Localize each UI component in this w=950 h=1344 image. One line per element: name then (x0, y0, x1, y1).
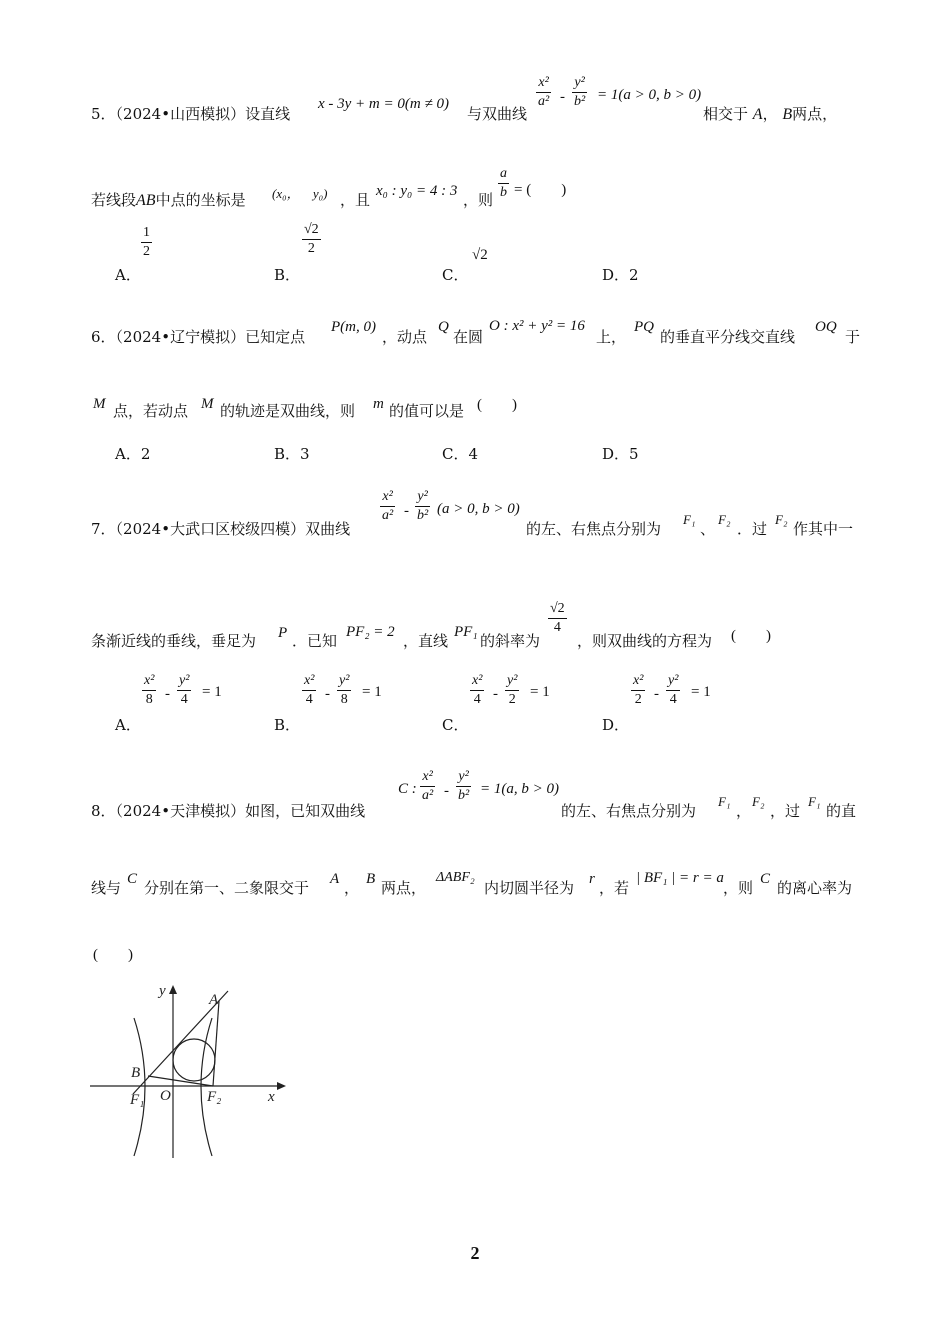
q6-option-a[interactable] (115, 443, 150, 464)
q7-option-c-y: $\frac{\text{y²}}{2}$ (507, 673, 518, 707)
q5-text-4: 两点， (792, 105, 838, 123)
q6-point-p: P(m, 0) (331, 319, 376, 335)
q7-text-2: 的左、右焦点分别为 (526, 520, 662, 538)
q7-hyperbola-x-frac: $\frac{\text{x²}}{\text{a²}}$ (382, 489, 394, 523)
label-a: A (209, 992, 219, 1008)
segment-a-f2 (213, 1001, 219, 1086)
q7-option-a[interactable] (115, 714, 141, 735)
q7-option-c-x: $\frac{\text{x²}}{4}$ (472, 673, 483, 707)
q7-option-a-minus: - (165, 686, 170, 702)
q8-l2-point-b: B (366, 871, 376, 887)
y-axis-arrow-icon (169, 985, 177, 994)
q5-number: 5． (91, 105, 116, 123)
q6-l2-text-3: 的值可以是 (389, 402, 465, 420)
q7-option-b-rest: = 1 (362, 684, 382, 700)
option-label: A． (115, 266, 141, 284)
q5-option-a[interactable] (115, 264, 141, 285)
q5-hyperbola-x-frac: $\frac{\text{x²}}{\text{a²}}$ (538, 75, 550, 109)
q7-option-b-y: $\frac{\text{y²}}{8}$ (339, 673, 350, 707)
q7-l2-text-5: ，则双曲线的方程为 (577, 632, 713, 650)
option-label: B． (274, 716, 301, 734)
q5-l2-text-2: 中点的坐标是 (155, 191, 246, 209)
q8-l2-text-2: 分别在第一、二象限交于 (144, 879, 310, 897)
q5-option-b[interactable] (274, 264, 300, 285)
q8-l2-curve-c: C (127, 871, 138, 887)
q6-text-3: 在圆 (453, 328, 484, 346)
q7-option-b-minus: - (325, 686, 330, 702)
q5-point-a: A (752, 106, 763, 123)
q8-focus-f2: F₂ (752, 794, 765, 809)
q5-option-a-value: $\frac{1}{2}$ (143, 225, 150, 259)
q7-option-b[interactable] (274, 714, 300, 735)
q8-l2-condition: | BF₁ | = r = a (636, 870, 724, 886)
q7-l2-text-3: ，直线 (403, 632, 449, 650)
q8-line-1 (91, 800, 365, 821)
q7-number: 7． (91, 520, 116, 538)
q8-text-3: ，过 (770, 802, 801, 820)
q8-l2-comma: ， (344, 879, 360, 897)
q8-l2-text-4: 内切圆半径为 (484, 879, 575, 897)
q8-hyperbola-y-frac: $\frac{\text{y²}}{\text{b²}}$ (458, 769, 470, 803)
q8-hyperbola-x-frac: $\frac{\text{x²}}{\text{a²}}$ (422, 769, 434, 803)
q6-option-b[interactable] (274, 443, 310, 464)
option-label: D． (602, 716, 630, 734)
q7-option-c-rest: = 1 (530, 684, 550, 700)
q6-l2-text-2: 的轨迹是双曲线，则 (220, 402, 356, 420)
label-f1: F₁ (130, 1092, 145, 1108)
label-x: x (268, 1089, 275, 1105)
q7-pf1: PF₁ (454, 624, 478, 640)
q6-number: 6． (91, 328, 116, 346)
q5-hyperbola-y-frac: $\frac{\text{y²}}{\text{b²}}$ (574, 75, 586, 109)
q7-sep: 、 (700, 520, 716, 538)
q6-text-1: 已知定点 (245, 328, 306, 346)
q6-param-m: m (373, 396, 384, 412)
q6-circle-eq: O : x² + y² = 16 (489, 318, 585, 334)
option-label: C． (442, 716, 469, 734)
q5-l2-text-3: ，且 (340, 191, 371, 209)
q6-line-oq: OQ (815, 319, 837, 335)
q7-foot-p: P (278, 625, 288, 641)
q7-option-d-minus: - (654, 686, 659, 702)
q5-ask: = ( ) (514, 182, 567, 198)
q5-comma: ， (762, 105, 778, 123)
q7-option-d-x: $\frac{\text{x²}}{2}$ (633, 673, 644, 707)
q5-coord-x: (x₀， (272, 186, 300, 201)
q8-l2-text-7: 的离心率为 (777, 879, 853, 897)
q5-line-1 (91, 103, 290, 124)
q5-line-1-tail (703, 103, 837, 124)
q5-point-b: B (782, 106, 793, 123)
hyperbola-right-branch (201, 1018, 212, 1156)
q5-line-2 (91, 189, 246, 210)
q5-text: 设直线 (245, 105, 291, 123)
q7-focus-f1: F₁ (683, 512, 696, 527)
q7-option-b-x: $\frac{\text{x²}}{4}$ (304, 673, 315, 707)
label-f2: F₂ (207, 1089, 222, 1105)
q8-l2-radius-r: r (589, 871, 595, 887)
q7-source: （2024•大武口区校级四模） (115, 520, 306, 538)
q8-hyperbola-figure (88, 980, 300, 1162)
q8-ask: ( ) (93, 947, 133, 963)
q7-option-d-rest: = 1 (691, 684, 711, 700)
q8-focus-f1-b: F₁ (808, 794, 821, 809)
q5-l2-text-1: 若线段 (91, 191, 137, 209)
q7-l2-text-4: 的斜率为 (480, 632, 541, 650)
q6-point-m-2: M (201, 396, 214, 412)
q8-text-4: 的直 (826, 802, 857, 820)
q7-option-a-rest: = 1 (202, 684, 222, 700)
option-value: 3 (300, 445, 310, 463)
q6-ask: ( ) (477, 397, 517, 413)
q8-source: （2024•天津模拟） (115, 802, 246, 820)
q8-comma: ， (736, 802, 752, 820)
option-label: B． (274, 445, 301, 463)
q7-pf2: PF₂ = 2 (346, 624, 395, 640)
label-y: y (159, 983, 166, 999)
q5-l2-text-4: ，则 (463, 191, 494, 209)
q5-option-c-value: √2 (472, 247, 488, 263)
q8-number: 8． (91, 802, 116, 820)
q5-source: （2024•山西模拟） (115, 105, 246, 123)
label-o: O (160, 1088, 171, 1104)
q7-ask: ( ) (731, 628, 771, 644)
q5-option-c[interactable] (442, 264, 468, 285)
q8-curve-c: C : (398, 781, 417, 797)
q7-focus-f2-b: F₂ (775, 512, 788, 527)
option-label: A． (115, 445, 141, 463)
option-value: 2 (629, 266, 639, 284)
option-label: D． (602, 266, 630, 284)
q8-l2-text-1: 线与 (91, 879, 122, 897)
label-b: B (131, 1065, 141, 1081)
option-label: B． (274, 266, 301, 284)
q5-option-d[interactable] (602, 264, 639, 285)
x-axis-arrow-icon (277, 1082, 286, 1090)
q7-hyperbola-y-frac: $\frac{\text{y²}}{\text{b²}}$ (417, 489, 429, 523)
q6-text-6: 于 (845, 328, 861, 346)
q8-l2-triangle: ΔABF₂ (436, 870, 475, 885)
q5-line-equation: x - 3y + m = 0(m ≠ 0) (318, 96, 449, 112)
q5-coord-y: y₀) (312, 186, 328, 201)
q6-option-d[interactable] (602, 443, 639, 464)
q8-text-1: 如图，已知双曲线 (245, 802, 366, 820)
q8-text-2: 的左、右焦点分别为 (561, 802, 697, 820)
q5-text-3: 相交于 (703, 105, 749, 123)
q8-hyperbola-rest: = 1(a, b > 0) (480, 781, 559, 797)
q8-l2-text-3: 两点， (381, 879, 427, 897)
q7-option-d[interactable] (602, 714, 629, 735)
option-value: 5 (629, 445, 639, 463)
q8-l2-text-5: ，若 (599, 879, 630, 897)
incircle (173, 1039, 215, 1081)
q5-coordinate (272, 183, 328, 202)
option-value: 2 (140, 445, 151, 463)
q7-text-4: 作其中一 (793, 520, 854, 538)
option-label: A． (115, 716, 141, 734)
q7-option-d-y: $\frac{\text{y²}}{4}$ (668, 673, 679, 707)
q7-l2-text-2: ．已知 (292, 632, 338, 650)
q5-option-b-value: $\frac{√2}{2}$ (304, 222, 319, 256)
q7-hyperbola-minus: - (404, 503, 409, 519)
segment-b-f2 (148, 1076, 213, 1086)
q5-ratio: x₀ : y₀ = 4 : 3 (376, 183, 458, 199)
q8-hyperbola-minus: - (444, 783, 449, 799)
option-value: 4 (468, 445, 479, 463)
q8-l2-curve-c-2: C (760, 871, 771, 887)
q5-segment-ab: AB (136, 192, 156, 209)
q6-line-1 (91, 326, 305, 347)
q8-focus-f1: F₁ (718, 794, 731, 809)
q7-option-a-x: $\frac{\text{x²}}{8}$ (144, 673, 155, 707)
q8-l2-point-a: A (330, 871, 340, 887)
q7-option-c-minus: - (493, 686, 498, 702)
q6-l2-text-1: 点，若动点 (113, 402, 189, 420)
q5-hyperbola-minus: - (560, 89, 565, 105)
q6-segment-pq: PQ (634, 319, 654, 335)
q7-text-1: 双曲线 (305, 520, 351, 538)
option-label: C． (442, 266, 469, 284)
page-number: 2 (470, 1243, 480, 1263)
q7-line-1 (91, 518, 350, 539)
q7-l2-text-1: 条渐近线的垂线，垂足为 (91, 632, 257, 650)
q6-source: （2024•辽宁模拟） (115, 328, 246, 346)
q6-option-c[interactable] (442, 443, 478, 464)
q6-point-q: Q (438, 319, 449, 335)
q8-l2-text-6: ，则 (723, 879, 754, 897)
q6-point-m: M (93, 396, 106, 412)
q5-hyperbola-rest: = 1(a > 0, b > 0) (597, 87, 702, 103)
q7-option-a-y: $\frac{\text{y²}}{4}$ (179, 673, 190, 707)
q7-option-c[interactable] (442, 714, 468, 735)
option-label: D． (602, 445, 630, 463)
q5-a-over-b: $\frac{a}{b}$ (500, 166, 507, 200)
q6-text-5: 的垂直平分线交直线 (660, 328, 796, 346)
q7-slope-frac: $\frac{√2}{4}$ (550, 601, 565, 635)
q7-text-3: ．过 (737, 520, 768, 538)
q7-focus-f2: F₂ (718, 512, 731, 527)
option-label: C． (442, 445, 469, 463)
q6-text-2: ，动点 (382, 328, 428, 346)
q7-hyperbola-rest: (a > 0, b > 0) (437, 501, 520, 517)
q6-text-4: 上， (596, 328, 627, 346)
q5-text-2: 与双曲线 (467, 105, 528, 123)
